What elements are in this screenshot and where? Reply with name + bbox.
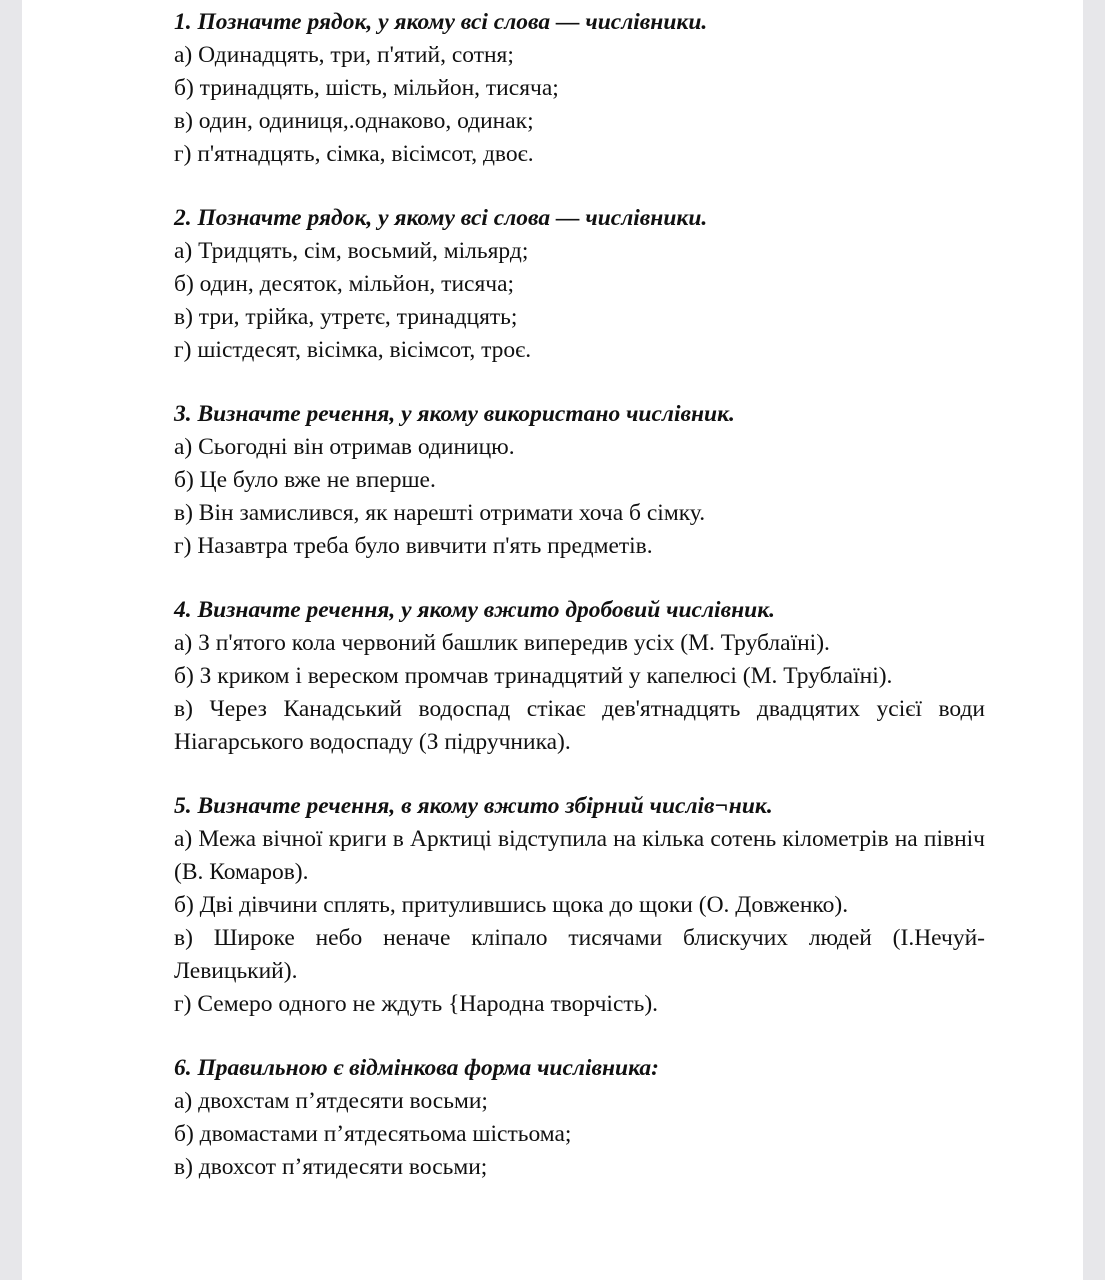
answer-option: а) Межа вічної криги в Арктиці відступила на кілька сотень кілометрів на північ (В. Комаров). bbox=[174, 826, 985, 885]
answer-option: г) шістдесят, вісімка, вісімсот, троє. bbox=[174, 337, 532, 363]
answer-option: а) З п'ятого кола червоний башлик випередив усіх (М. Трублаїні). bbox=[174, 630, 830, 656]
question-title: 1. Позначте рядок, у якому всі слова — числівники. bbox=[174, 9, 708, 35]
answer-option: а) двохстам п’ятдесяти восьми; bbox=[174, 1088, 488, 1114]
answer-option: а) Сьогодні він отримав одиницю. bbox=[174, 434, 515, 460]
question-title: 3. Визначте речення, у якому використано числівник. bbox=[174, 401, 735, 427]
question-6 bbox=[174, 1052, 985, 1184]
answer-option: в) Широке небо неначе кліпало тисячами блискучих людей (І.Нечуй-Левицький). bbox=[174, 925, 985, 984]
answer-option: в) двохсот п’ятидесяти восьми; bbox=[174, 1154, 488, 1180]
answer-option: б) один, десяток, мільйон, тисяча; bbox=[174, 271, 515, 297]
document-page bbox=[22, 0, 1083, 1280]
answer-option: в) три, трійка, утретє, тринадцять; bbox=[174, 304, 518, 330]
question-1 bbox=[174, 6, 985, 171]
answer-option: а) Тридцять, сім, восьмий, мільярд; bbox=[174, 238, 529, 264]
answer-option: б) двомастами п’ятдесятьома шістьома; bbox=[174, 1121, 572, 1147]
answer-option: г) Назавтра треба було вивчити п'ять предметів. bbox=[174, 533, 653, 559]
answer-option: б) З криком і вереском промчав тринадцятий у капелюсі (М. Трублаїні). bbox=[174, 663, 893, 689]
question-title: 4. Визначте речення, у якому вжито дробовий числівник. bbox=[174, 597, 775, 623]
question-title: 6. Правильною є відмінкова форма числівника: bbox=[174, 1055, 660, 1081]
answer-option: б) Дві дівчини сплять, притулившись щока до щоки (О. Довженко). bbox=[174, 892, 849, 918]
question-3 bbox=[174, 398, 985, 563]
answer-option: в) один, одиниця,.однаково, одинак; bbox=[174, 108, 534, 134]
answer-option: г) п'ятнадцять, сімка, вісімсот, двоє. bbox=[174, 141, 534, 167]
question-title: 2. Позначте рядок, у якому всі слова — числівники. bbox=[174, 205, 708, 231]
answer-option: б) тринадцять, шість, мільйон, тисяча; bbox=[174, 75, 559, 101]
answer-option: б) Це було вже не вперше. bbox=[174, 467, 436, 493]
question-4 bbox=[174, 594, 985, 759]
question-2 bbox=[174, 202, 985, 367]
question-5 bbox=[174, 790, 985, 1021]
answer-option: а) Одинадцять, три, п'ятий, сотня; bbox=[174, 42, 514, 68]
answer-option: в) Через Канадський водоспад стікає дев'ятнадцять двадцятих усієї води Ніагарського водоспаду (З підручника). bbox=[174, 696, 985, 755]
answer-option: г) Семеро одного не ждуть {Народна творчість). bbox=[174, 991, 659, 1017]
answer-option: в) Він замислився, як нарешті отримати хоча б сімку. bbox=[174, 500, 706, 526]
question-title: 5. Визначте речення, в якому вжито збірний числів¬ник. bbox=[174, 793, 773, 819]
